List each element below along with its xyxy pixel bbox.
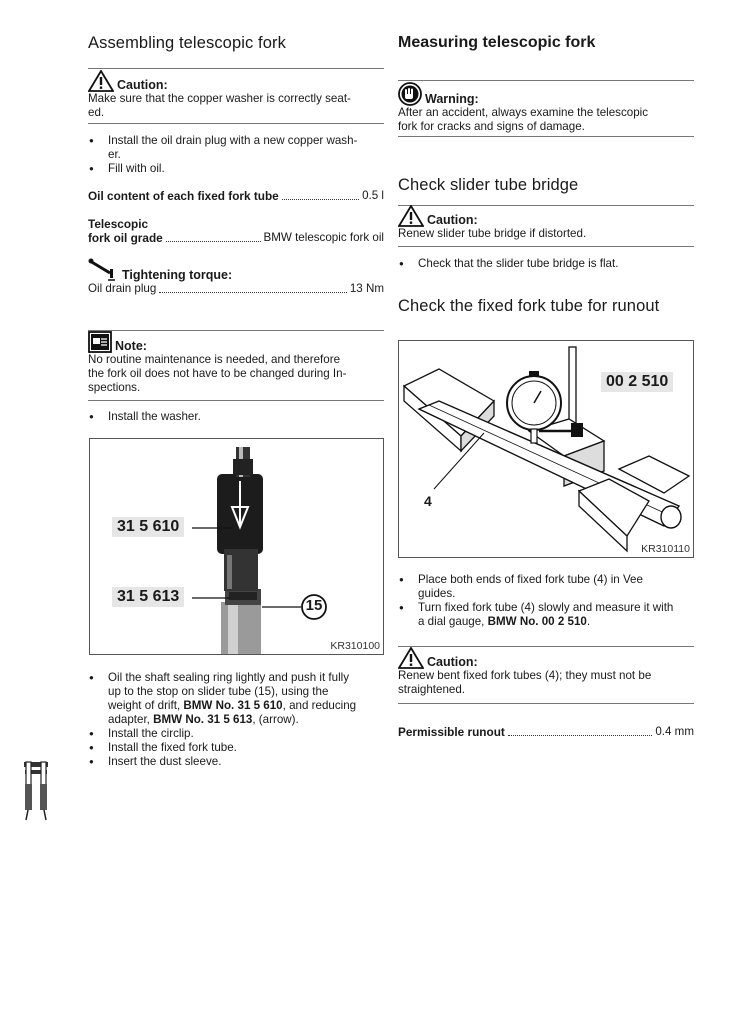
list-item-text: Turn fixed fork tube (4) slowly and measure it with a dial gauge, [418,601,674,628]
caution-triangle-icon [398,205,424,227]
list-item [88,671,384,727]
caution-box [398,205,694,241]
part-number-4: 4 [424,493,432,509]
figure-code: KR310100 [330,640,380,652]
warning-label: Warning: [425,92,479,106]
caution-box [88,70,384,120]
figure-code: KR310110 [641,543,690,555]
section-title-runout: Check the fixed fork tube for runout [398,297,660,315]
callout-315613: 31 5 613 [112,587,184,607]
callout-315610: 31 5 610 [112,517,184,537]
fork-assembly-illustration [90,439,383,654]
figure-runout-measurement [398,340,694,558]
note-book-icon [88,331,112,353]
caution-text: Renew bent fixed fork tubes (4); they must not be straightened. [398,669,652,696]
spec-label: Oil drain plug [88,282,157,295]
caution-box [398,647,694,697]
bullet-list [88,410,384,424]
bullet-list-runout [398,573,694,629]
spec-label: fork oil grade [88,231,163,245]
note-box [88,331,384,395]
warning-hand-icon [398,82,422,106]
caution-label: Caution: [427,655,478,669]
list-item-text: , (arrow). [252,713,299,726]
spec-oil-content [88,189,384,203]
list-item-text: . [586,615,591,628]
torque-wrench-icon [88,258,120,282]
divider [398,703,694,704]
list-item [88,755,384,769]
caution-label: Caution: [427,213,478,227]
caution-label: Caution: [117,78,168,92]
warning-box [398,82,694,134]
spec-permissible-runout [398,725,694,739]
list-item-text: Install the circlip. [108,727,194,740]
caution-triangle-icon [88,70,114,92]
caution-text: Make sure that the copper washer is correctly seat- ed. [88,92,351,119]
warning-text: After an accident, always examine the telescopic fork for cracks and signs of damage. [398,106,649,133]
callout-002510: 00 2 510 [601,372,673,392]
leader-dots [282,199,359,200]
spec-value: BMW telescopic fork oil [263,231,384,244]
list-item [88,741,384,755]
section-title-assembling: Assembling telescopic fork [88,34,286,52]
section-title-measuring: Measuring telescopic fork [398,34,596,51]
bullet-list [88,134,384,176]
spec-value: 0.5 l [362,189,384,202]
divider [398,246,694,247]
list-item: ● Check that the slider tube bridge is flat. [398,257,694,271]
leader-dots [166,241,261,242]
spec-value: 0.4 mm [655,725,694,738]
part-number-15: 15 [305,597,323,614]
spec-label: Permissible runout [398,725,505,739]
spec-label: Oil content of each fixed fork tube [88,189,279,203]
note-text: No routine maintenance is needed, and therefore the fork oil does not have to be changed during In- spections. [88,353,347,394]
section-title-slider-bridge: Check slider tube bridge [398,176,579,194]
figure-fork-assembly [89,438,384,655]
divider [398,80,694,81]
list-item-text: Oil the shaft sealing ring lightly and push it fully up to the stop on slider tube (15), using the weight of drift, [108,671,350,712]
divider [88,123,384,124]
torque-box [88,258,384,296]
list-item [88,727,384,741]
list-item [398,573,694,601]
divider [88,68,384,69]
fork-thumbnail-icon [20,760,52,822]
list-item: ● Install the oil drain plug with a new copper wash- er. [88,134,384,162]
list-item-text: , and reducing adapter, [108,699,357,726]
list-item: ● Install the washer. [88,410,384,424]
tool-number: BMW No. 31 5 613 [153,713,253,726]
leader-dots [159,292,347,293]
spec-label: Telescopic [88,217,149,231]
list-item-text: Place both ends of fixed fork tube (4) in Vee guides. [418,573,643,600]
divider [88,400,384,401]
bullet-list [398,257,694,271]
caution-text: Renew slider tube bridge if distorted. [398,227,587,240]
list-item-text: Insert the dust sleeve. [108,755,222,768]
caution-triangle-icon [398,647,424,669]
list-item: ● Fill with oil. [88,162,384,176]
list-item [398,601,694,629]
note-label: Note: [115,339,147,353]
bullet-list-procedure [88,671,384,769]
spec-oil-grade [88,217,384,245]
torque-label: Tightening torque: [122,268,233,282]
tool-number: BMW No. 31 5 610 [183,699,283,712]
tool-number: BMW No. 00 2 510 [487,615,587,628]
spec-value: 13 Nm [349,282,384,295]
divider [398,136,694,137]
leader-dots [508,735,652,736]
list-item-text: Install the fixed fork tube. [108,741,237,754]
